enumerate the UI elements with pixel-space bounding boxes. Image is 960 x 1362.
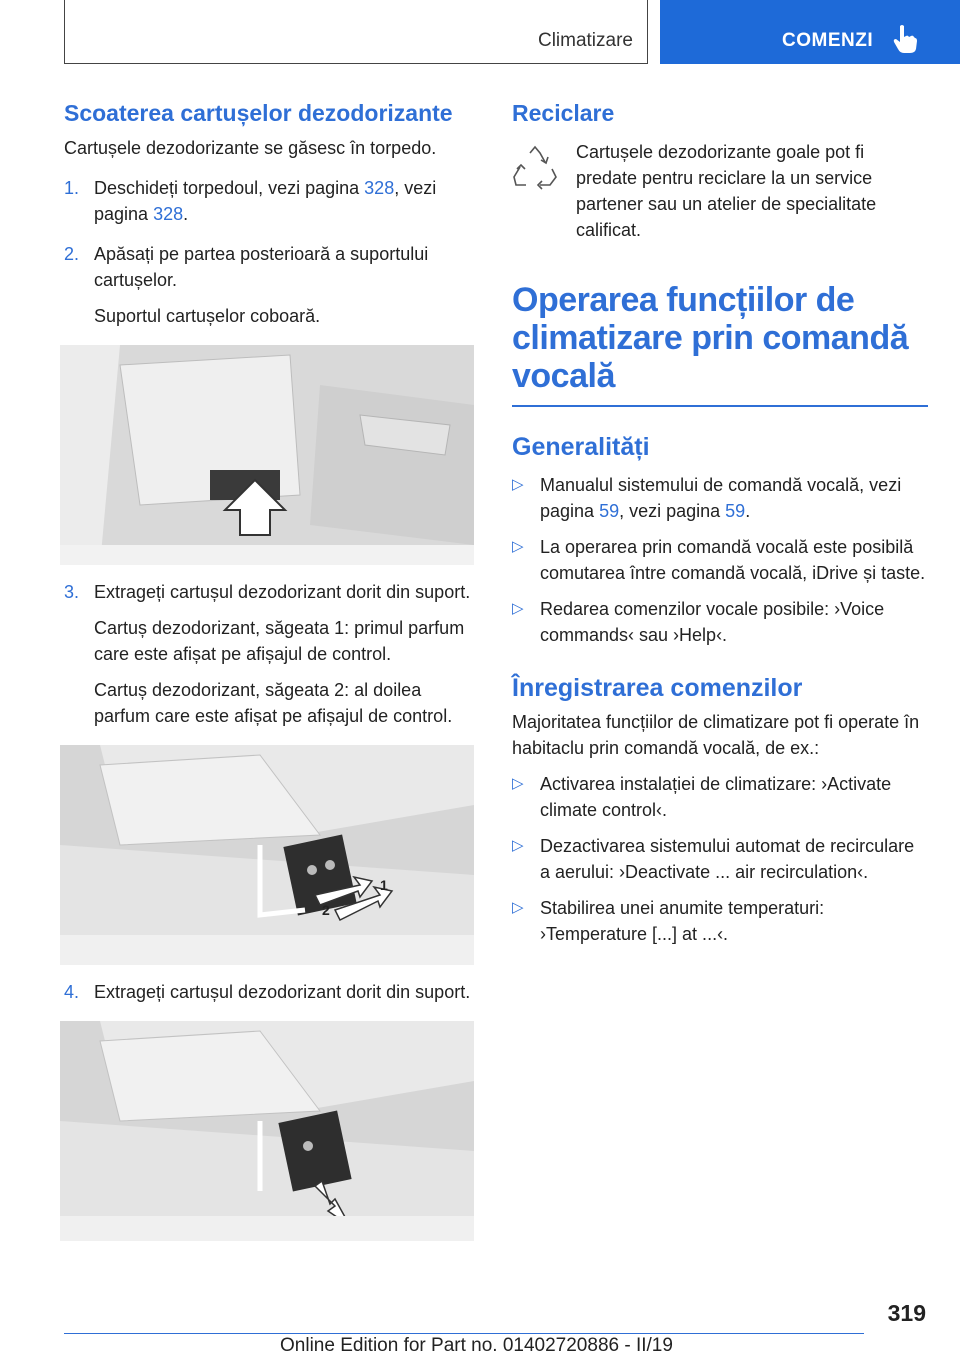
list-item: ▷ La operarea prin comandă vocală este posibilă comutarea între comandă vocală, iDrive și taste. [512,534,928,586]
bullet-icon: ▷ [512,476,524,493]
right-column [512,100,928,947]
footer-edition: Online Edition for Part no. 01402720886 - II/19 [280,1335,673,1356]
arrow-label-2: 2 [322,902,330,918]
header-section-title: Climatizare [537,30,633,51]
recycling-text: Cartușele dezodorizante goale pot fi predate pentru reciclare la un service partener sau un atelier de specialitate calificat. [576,142,877,240]
step-1 [64,175,476,227]
step-2 [64,241,476,329]
bullet-icon: ▷ [512,538,524,555]
arrow-label-1: 1 [380,877,388,893]
list-item: ▷ Manualul sistemului de comandă vocală, vezi pagina 59, vezi pagina 59. [512,472,928,524]
step-number: 1. [64,178,80,198]
page-number: 319 [887,1300,926,1326]
step-number: 3. [64,582,80,602]
recycle-icon [512,145,558,191]
step-3-text: Extrageți cartușul dezodorizant dorit din suport. [94,582,471,602]
list-item: ▷ Redarea comenzilor vocale posibile: ›Voice commands‹ sau ›Help‹. [512,596,928,648]
photo-press-holder [60,345,474,565]
header-section-tab [64,0,648,64]
recycling-note [512,139,928,243]
section-title-remove-cartridges: Scoaterea cartușelor dezodorizante [64,100,453,126]
hand-pointer-icon [892,24,918,54]
bullet-icon: ▷ [512,600,524,617]
left-column [64,100,476,1255]
section-title-recycling: Reciclare [512,100,615,126]
bullet-icon: ▷ [512,899,524,916]
photo-extract-cartridge [60,1021,474,1241]
bullet-icon: ▷ [512,837,524,854]
list-item: ▷ Dezactivarea sistemului automat de recirculare a aerului: ›Deactivate ... air recirculation‹. [512,833,928,885]
step-3-note-2: Cartuș dezodorizant, săgeata 2: al doilea parfum care este afișat pe afișajul de control. [94,680,453,726]
footer-divider [64,1333,864,1334]
title-divider [512,405,928,407]
page-link-59-second[interactable]: 59 [725,501,746,521]
header-chapter-title: COMENZI [782,30,874,51]
main-title-voice-control: Operarea funcțiilor de climatizare prin comandă vocală [512,281,909,395]
bullet-icon: ▷ [512,775,524,792]
step-number: 4. [64,982,80,1002]
step-2-text: Apăsați pe partea posterioară a suportului cartușelor. [94,244,429,290]
step-3-note-1: Cartuș dezodorizant, săgeata 1: primul parfum care este afișat pe afișajul de control. [94,618,465,664]
header-chapter-tab[interactable] [660,0,960,64]
step-number: 2. [64,244,80,264]
list-item: ▷ Activarea instalației de climatizare: ›Activate climate control‹. [512,771,928,823]
step-3 [64,579,476,729]
page-link-328[interactable]: 328 [364,178,395,198]
step-4 [64,979,476,1005]
section-title-general: Generalități [512,433,650,461]
list-item: ▷ Stabilirea unei anumite temperaturi: ›Temperature [...] at ...‹. [512,895,928,947]
step-1-text: Deschideți torpedoul, vezi pagina 328, vezi pagina 328. [94,178,437,224]
section-title-record-commands: Înregistrarea comenzilor [512,674,803,702]
step-2-result: Suportul cartușelor coboară. [94,306,321,326]
record-intro: Majoritatea funcțiilor de climatizare pot fi operate în habitaclu prin comandă vocală, de ex.: [512,712,920,758]
page-link-59[interactable]: 59 [599,501,620,521]
intro-text: Cartușele dezodorizante se găsesc în torpedo. [64,138,437,158]
step-4-text: Extrageți cartușul dezodorizant dorit din suport. [94,982,471,1002]
photo-cartridge-arrows [60,745,474,965]
page-link-328-second[interactable]: 328 [153,204,184,224]
